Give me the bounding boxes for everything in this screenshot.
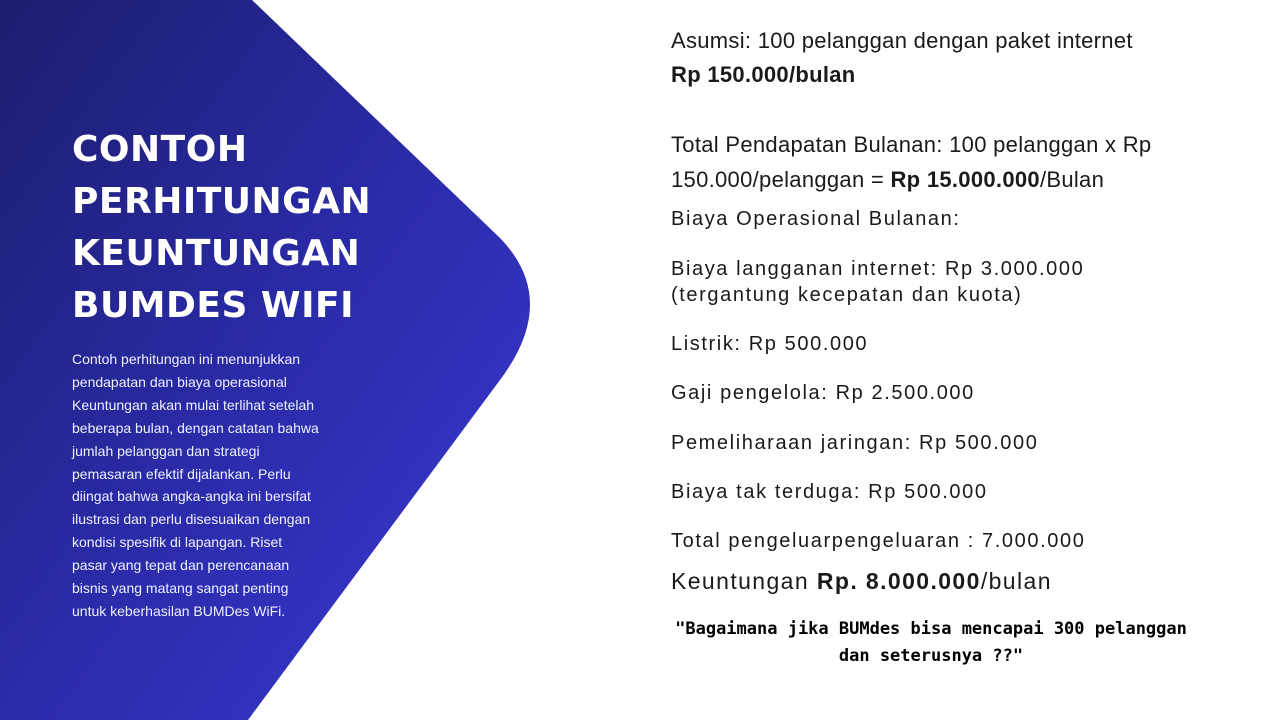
total-expense: Total pengeluarpengeluaran : 7.000.000 [671,530,1086,552]
left-panel [72,124,372,623]
description-line: Contoh perhitungan ini menunjukkan [72,351,301,367]
title-line: BUMDES WIFI [72,285,355,326]
revenue-suffix: /Bulan [1039,167,1105,192]
description-line: untuk keberhasilan BUMDes WiFi. [72,602,286,619]
revenue-line-2 [671,167,1104,193]
closing-question [631,616,1231,670]
description-text [72,348,352,623]
revenue-total: Rp 15.000.000 [890,167,1040,192]
title-line: KEUNTUNGAN [72,233,361,274]
description-line: ilustrasi dan perlu disesuaikan dengan [72,511,311,528]
assumption-price: Rp 150.000/bulan [671,62,856,87]
internet-note: (tergantung kecepatan dan kuota) [671,284,1023,306]
salary-cost: Gaji pengelola: Rp 2.500.000 [671,382,975,404]
description-line: pasar yang tepat dan perencanaan [72,557,290,574]
description-line: beberapa bulan, dengan catatan bahwa [72,419,319,436]
description-line: jumlah pelanggan dan strategi [72,442,260,459]
description-line: pemasaran efektif dijalankan. Perlu [72,465,291,482]
profit-prefix: Keuntungan [671,568,817,594]
description-line: diingat bahwa angka-angka ini bersifat [72,488,311,505]
title-line: CONTOH [72,129,248,170]
description-line: bisnis yang matang sangat penting [72,580,289,597]
profit-suffix: /bulan [980,568,1052,594]
question-line-2: dan seterusnya ??" [838,646,1024,666]
maintenance-cost: Pemeliharaan jaringan: Rp 500.000 [671,432,1039,454]
assumption-line [671,28,1133,54]
page-title [72,124,372,332]
assumption-price-line [671,62,856,88]
assumption-text: Asumsi: 100 pelanggan dengan paket internet [671,28,1133,53]
unexpected-cost: Biaya tak terduga: Rp 500.000 [671,481,988,503]
description-line: kondisi spesifik di lapangan. Riset [72,534,283,551]
profit-value: Rp. 8.000.000 [816,568,981,594]
revenue-line-1 [671,132,1151,158]
title-line: PERHITUNGAN [72,181,372,222]
internet-cost: Biaya langganan internet: Rp 3.000.000 [671,258,1085,280]
electricity-cost: Listrik: Rp 500.000 [671,333,869,355]
question-line-1: "Bagaimana jika BUMdes bisa mencapai 300 pelanggan [675,619,1187,639]
description-line: Keuntungan akan mulai terlihat setelah [72,396,315,413]
revenue-text: Total Pendapatan Bulanan: 100 pelanggan x Rp [671,132,1152,157]
description-line: pendapatan dan biaya operasional [72,373,287,390]
opex-heading: Biaya Operasional Bulanan: [671,208,961,230]
profit-line [671,568,1052,595]
revenue-prefix: 150.000/pelanggan = [671,167,891,192]
